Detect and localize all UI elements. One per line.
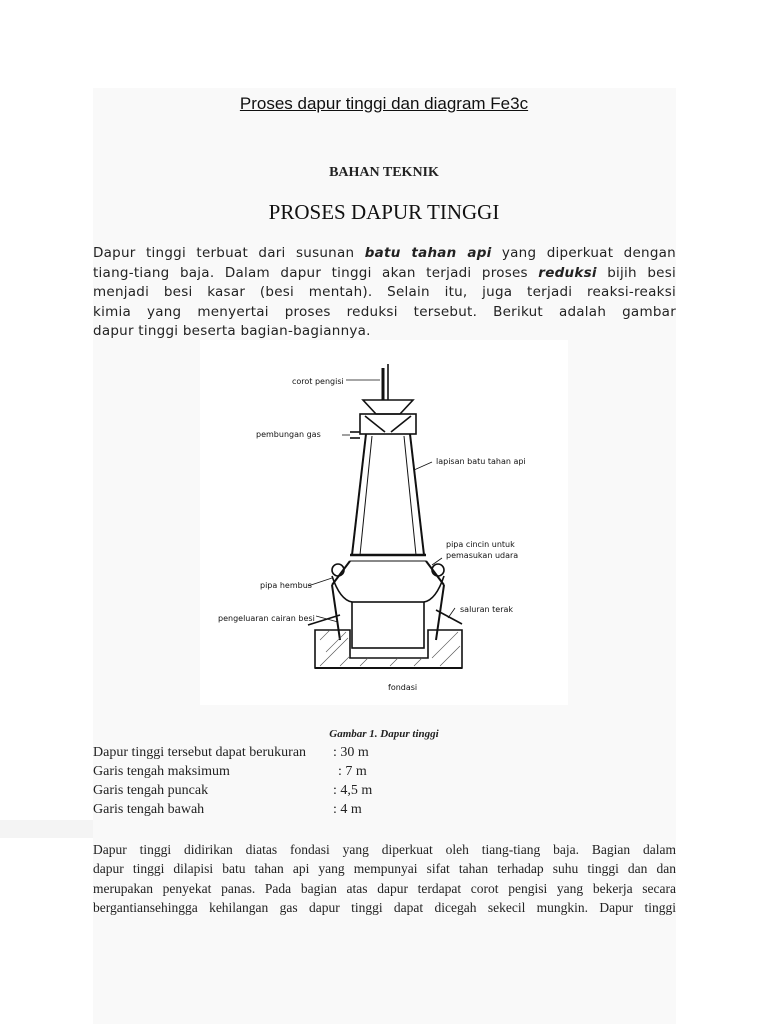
label-lapisan-batu: lapisan batu tahan api bbox=[436, 457, 526, 466]
figure-caption: Gambar 1. Dapur tinggi bbox=[329, 728, 439, 740]
label-pipa-cincin-1: pipa cincin untuk bbox=[446, 540, 515, 549]
page-edge-strip bbox=[0, 820, 93, 838]
intro-line: Dapur tinggi terbuat dari susunan batu tahan api yang diperkuat dengan bbox=[93, 245, 676, 261]
intro-line: kimia yang menyertai proses reduksi tersebut. Berikut adalah gambar bbox=[93, 303, 676, 320]
label-pipa-hembus: pipa hembus bbox=[260, 581, 312, 590]
spec-row: Dapur tinggi tersebut dapat berukuran : 30 m bbox=[93, 745, 369, 760]
body-line: bergantiansehingga kehilangan gas dapur tinggi dapat dicegah sekecil mungkin. Dapur tinggi bbox=[93, 899, 676, 915]
spec-row: Garis tengah bawah : 4 m bbox=[93, 802, 362, 817]
label-corot-pengisi: corot pengisi bbox=[292, 377, 344, 386]
blast-furnace-figure bbox=[200, 340, 568, 705]
section-heading: PROSES DAPUR TINGGI bbox=[268, 200, 500, 224]
intro-line: tiang-tiang baja. Dalam dapur tinggi akan terjadi proses reduksi bijih besi bbox=[93, 264, 676, 281]
label-fondasi: fondasi bbox=[388, 683, 418, 692]
blast-furnace-diagram bbox=[200, 340, 568, 705]
body-paragraph bbox=[93, 840, 676, 917]
section-label: BAHAN TEKNIK bbox=[329, 165, 439, 180]
spec-row: Garis tengah maksimum : 7 m bbox=[93, 764, 367, 779]
label-pembungan-gas: pembungan gas bbox=[256, 430, 321, 439]
body-line: dapur tinggi dilapisi batu tahan api yang mempunyai sifat tahan terhadap suhu tinggi dan dan bbox=[93, 861, 676, 877]
document-title: Proses dapur tinggi dan diagram Fe3c bbox=[239, 94, 529, 113]
intro-paragraph bbox=[93, 244, 676, 342]
spec-row: Garis tengah puncak : 4,5 m bbox=[93, 783, 373, 798]
label-saluran-terak: saluran terak bbox=[460, 605, 514, 614]
body-line: Dapur tinggi didirikan diatas fondasi yang diperkuat oleh tiang-tiang baja. Bagian dalam bbox=[93, 842, 676, 857]
label-pipa-cincin-2: pemasukan udara bbox=[446, 551, 519, 560]
intro-line: dapur tinggi beserta bagian-bagiannya. bbox=[93, 323, 371, 339]
intro-line: menjadi besi kasar (besi mentah). Selain itu, juga terjadi reaksi-reaksi bbox=[93, 284, 676, 300]
label-pengeluaran: pengeluaran cairan besi bbox=[218, 614, 315, 623]
body-line: merupakan penyekat panas. Pada bagian atas dapur terdapat corot pengisi yang bekerja secara bbox=[93, 880, 676, 896]
